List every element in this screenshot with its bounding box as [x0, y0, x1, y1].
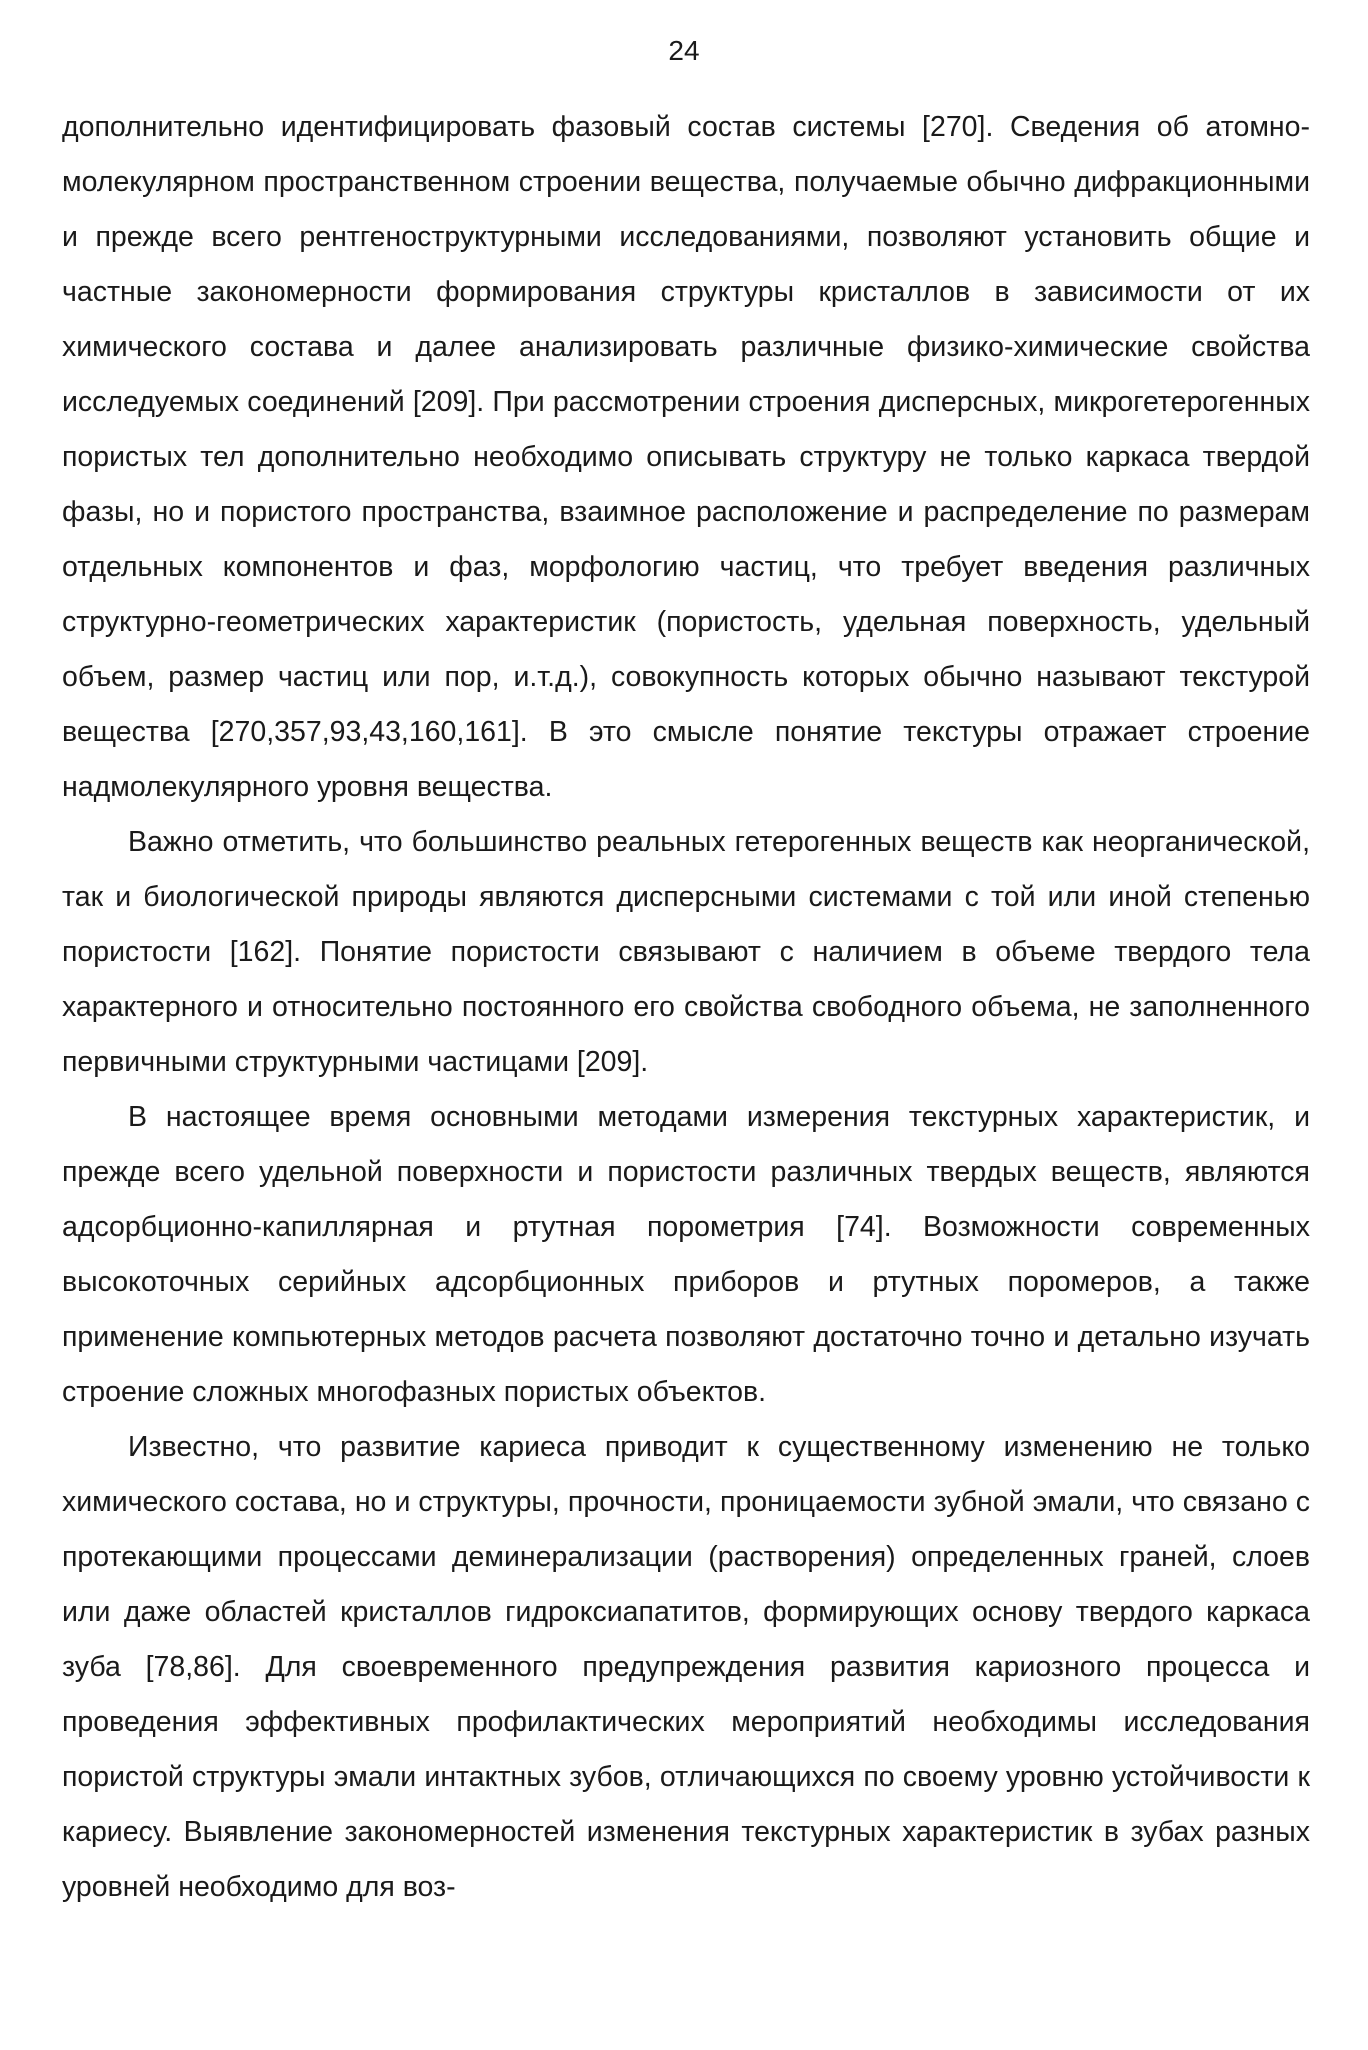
page-number: 24 — [668, 35, 700, 66]
paragraph-methods: В настоящее время основными методами измерения текстурных характеристик, и прежде всего удельной поверхности и пористости различных твердых веществ, являются адсорбционно-капиллярная и ртутная порометрия [74]. Возможности современных высокоточных серийных адсорбционных приборов и ртутных поромеров, а также применение компьютерных методов расчета позволяют достаточно точно и детально изучать строение сложных многофазных пористых объектов. — [62, 1101, 1310, 1408]
paragraph-caries: Известно, что развитие кариеса приводит к существенному изменению не только химического состава, но и структуры, прочности, проницаемости зубной эмали, что связано с протекающими процессами деминерализации (растворения) определенных граней, слоев или даже областей кристаллов гидроксиапатитов, формирующих основу твердого каркаса зуба [78,86]. Для своевременного предупреждения развития кариозного процесса и проведения эффективных профилактических мероприятий необходимы исследования пористой структуры эмали интактных зубов, отличающихся по своему уровню устойчивости к кариесу. Выявление закономерностей изменения текстурных характеристик в зубах разных уровней необходимо для воз- — [62, 1431, 1310, 1903]
document-body — [62, 100, 1310, 1915]
paragraph-porosity: Важно отметить, что большинство реальных гетерогенных веществ как неорганической, так и биологической природы являются дисперсными системами с той или иной степенью пористости [162]. Понятие пористости связывают с наличием в объеме твердого тела характерного и относительно постоянного его свойства свободного объема, не заполненного первичными структурными частицами [209]. — [62, 826, 1310, 1078]
paragraph-continuation: дополнительно идентифицировать фазовый состав системы [270]. Сведения об атомно-молекулярном пространственном строении вещества, получаемые обычно дифракционными и прежде всего рентгеноструктурными исследованиями, позволяют установить общие и частные закономерности формирования структуры кристаллов в зависимости от их химического состава и далее анализировать различные физико-химические свойства исследуемых соединений [209]. При рассмотрении строения дисперсных, микрогетерогенных пористых тел дополнительно необходимо описывать структуру не только каркаса твердой фазы, но и пористого пространства, взаимное расположение и распределение по размерам отдельных компонентов и фаз, морфологию частиц, что требует введения различных структурно-геометрических характеристик (пористость, удельная поверхность, удельный объем, размер частиц или пор, и.т.д.), совокупность которых обычно называют текстурой вещества [270,357,93,43,160,161]. В это смысле понятие текстуры отражает строение надмолекулярного уровня вещества. — [62, 111, 1310, 803]
